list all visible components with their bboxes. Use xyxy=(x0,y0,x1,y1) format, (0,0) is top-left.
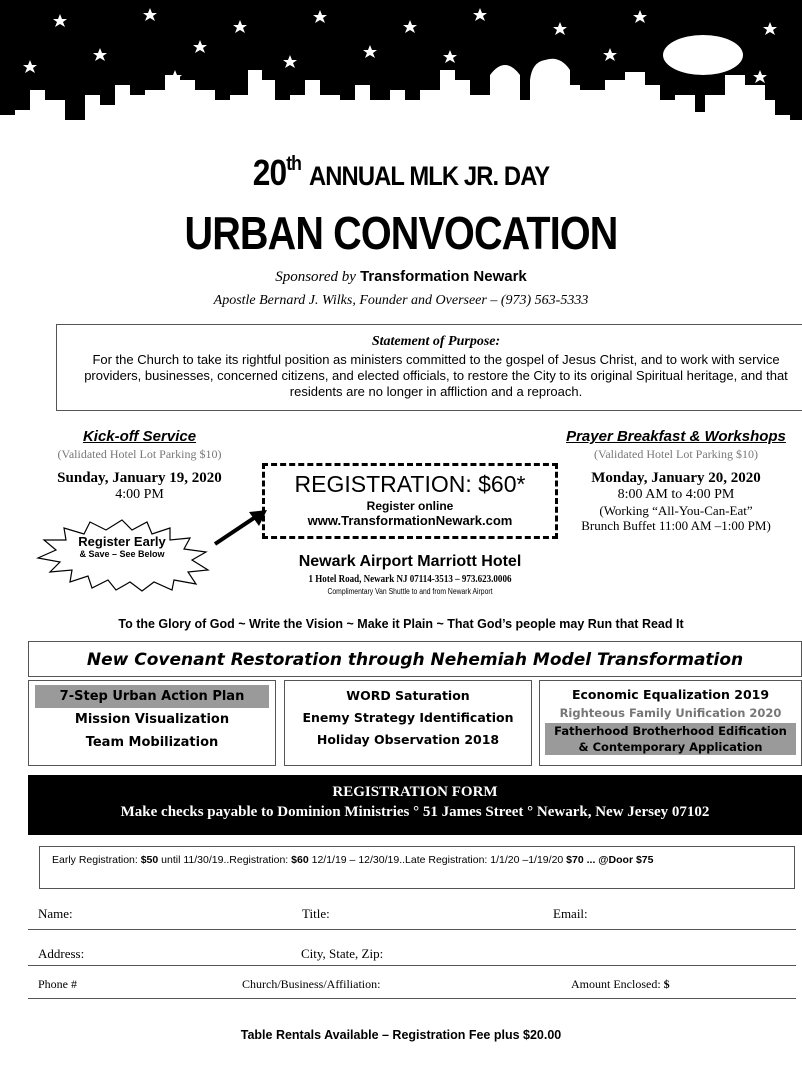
kickoff-parking: (Validated Hotel Lot Parking $10) xyxy=(57,447,222,461)
early-dates: until 11/30/19.. xyxy=(161,854,230,866)
plan-box-2-line-3: Holiday Observation 2018 xyxy=(316,732,500,747)
register-early-title: Register Early xyxy=(78,534,166,549)
late-price: $70 xyxy=(566,854,584,866)
reg-dates: 12/1/19 – 12/30/19.. xyxy=(311,854,406,866)
form-title: REGISTRATION FORM xyxy=(332,784,498,800)
prayer-time: 8:00 AM to 4:00 PM xyxy=(617,487,735,502)
register-early-sub: & Save – See Below xyxy=(79,549,165,559)
prayer-breakfast xyxy=(550,428,802,533)
kickoff-date: Sunday, January 19, 2020 xyxy=(57,470,222,486)
plan-box-2-line-2: Enemy Strategy Identification xyxy=(302,710,514,725)
hotel-info xyxy=(230,553,590,596)
hotel-shuttle: Complimentary Van Shuttle to and from Newark Airport xyxy=(327,587,493,596)
kickoff-title: Kick-off Service xyxy=(82,428,197,445)
hotel-name: Newark Airport Marriott Hotel xyxy=(298,553,522,570)
prayer-date: Monday, January 20, 2020 xyxy=(591,470,761,486)
late-label: Late Registration: xyxy=(405,854,488,866)
late-dates: 1/1/20 –1/19/20 xyxy=(490,854,564,866)
door-price: ... @Door $75 xyxy=(586,854,654,866)
amount-field[interactable] xyxy=(571,977,670,992)
plan-box-3-line-4: & Contemporary Application xyxy=(545,739,796,755)
plan-box-3-line-1: Economic Equalization 2019 xyxy=(571,687,770,702)
prayer-note-2: Brunch Buffet 11:00 AM –1:00 PM) xyxy=(581,518,771,533)
city-field[interactable]: City, State, Zip: xyxy=(301,946,384,961)
plan-box-2 xyxy=(284,680,532,766)
plan-box-1-line-3: Team Mobilization xyxy=(85,735,219,750)
plan-box-3 xyxy=(539,680,802,766)
register-online-label: Register online xyxy=(366,499,454,513)
form-row-1 xyxy=(28,906,796,930)
event-title-line1 xyxy=(48,152,754,194)
founder-line: Apostle Bernard J. Wilks, Founder and Overseer – (973) 563-5333 xyxy=(213,293,589,308)
purpose-title: Statement of Purpose: xyxy=(371,334,501,349)
glory-line: To the Glory of God ~ Write the Vision ~ Make it Plain ~ That God’s people may Run that Read It xyxy=(118,617,684,631)
register-early-badge xyxy=(32,534,212,559)
prayer-title: Prayer Breakfast & Workshops xyxy=(566,428,786,445)
registration-form-header xyxy=(28,775,802,835)
plan-box-3-line-2: Righteous Family Unification 2020 xyxy=(559,706,782,720)
amount-label: Amount Enclosed: xyxy=(571,977,661,991)
skyline-banner xyxy=(0,0,802,150)
form-row-2 xyxy=(28,946,796,966)
reg-label: Registration: xyxy=(229,854,289,866)
early-price: $50 xyxy=(140,854,159,866)
kickoff-service xyxy=(22,428,257,503)
amount-sign: $ xyxy=(663,977,670,991)
anniversary-number: 20 xyxy=(252,152,287,193)
plan-box-3-line-3: Fatherhood Brotherhood Edification xyxy=(545,723,796,739)
early-label: Early Registration: xyxy=(52,854,138,866)
title-field[interactable]: Title: xyxy=(302,906,330,921)
plan-box-2-line-1: WORD Saturation xyxy=(346,688,470,703)
event-title-line2: URBAN CONVOCATION xyxy=(184,207,618,259)
covenant-banner: New Covenant Restoration through Nehemiah Model Transformation xyxy=(28,641,802,677)
sponsor-prefix: Sponsored by xyxy=(275,269,356,285)
name-field[interactable]: Name: xyxy=(38,906,73,921)
plan-box-1 xyxy=(28,680,276,766)
phone-field[interactable]: Phone # xyxy=(38,977,77,991)
purpose-box xyxy=(56,324,802,411)
plan-box-1-line-2: Mission Visualization xyxy=(74,712,230,727)
prayer-parking: (Validated Hotel Lot Parking $10) xyxy=(594,447,758,461)
address-field[interactable]: Address: xyxy=(38,946,85,961)
sponsor-line xyxy=(0,268,802,286)
anniversary-ordinal: th xyxy=(286,153,302,175)
form-checks-line: Make checks payable to Dominion Ministries ° 51 James Street ° Newark, New Jersey 07102 xyxy=(120,804,710,820)
registration-url[interactable]: www.TransformationNewark.com xyxy=(307,513,513,528)
church-field[interactable]: Church/Business/Affiliation: xyxy=(242,977,381,991)
email-field[interactable]: Email: xyxy=(553,906,588,921)
sponsor-org: Transformation Newark xyxy=(360,268,527,285)
registration-box xyxy=(262,463,558,539)
plan-box-1-line-1: 7-Step Urban Action Plan xyxy=(35,685,269,708)
reg-price: $60 xyxy=(291,854,309,866)
table-rentals-note: Table Rentals Available – Registration Fee plus $20.00 xyxy=(240,1028,562,1042)
hotel-address: 1 Hotel Road, Newark NJ 07114-3513 – 973.623.0006 xyxy=(308,573,512,585)
purpose-text: For the Church to take its rightful position as ministers committed to the gospel of Jesus Christ, and to work with service providers, businesses, concerned citizens, and elected officials, to restore the City to its original Spiritual heritage, and that residents are no longer in affliction and a reproach. xyxy=(84,352,788,399)
form-row-3 xyxy=(28,977,796,999)
registration-price: REGISTRATION: $60* xyxy=(294,471,526,497)
kickoff-time: 4:00 PM xyxy=(115,487,164,502)
prayer-note-1: (Working “All-You-Can-Eat” xyxy=(599,503,753,518)
title-line1-text: ANNUAL MLK JR. DAY xyxy=(308,161,550,191)
pricing-box xyxy=(39,846,795,889)
